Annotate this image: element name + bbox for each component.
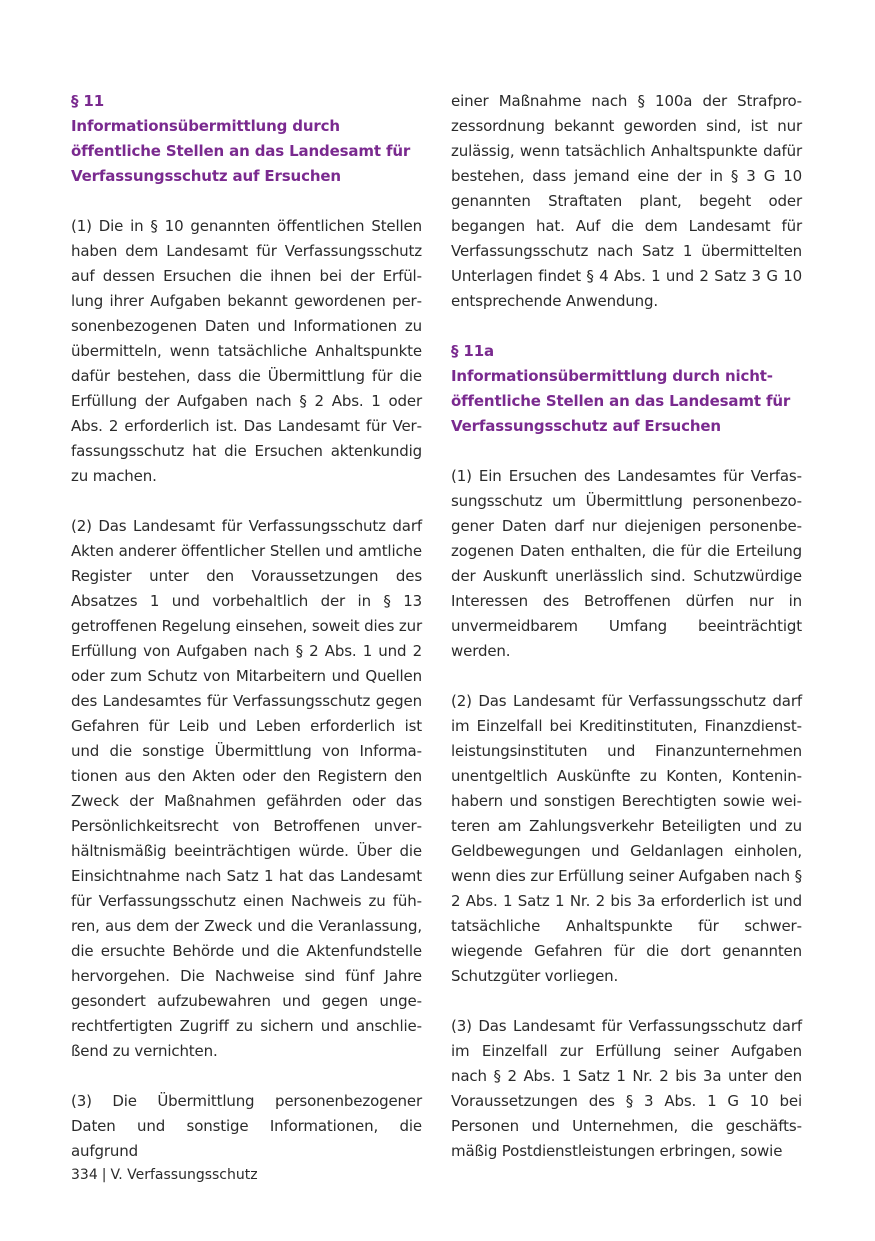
chapter-title: V. Verfassungsschutz: [110, 1167, 258, 1183]
section-11a-title-line-3: Verfassungsschutz auf Ersuchen: [451, 417, 721, 435]
right-column: [451, 89, 802, 1189]
section-11a-heading: [451, 339, 802, 439]
section-11a-paragraph-2: (2) Das Landesamt für Verfassungsschutz darf im Einzelfall bei Kreditinstituten, Finanzdienstleistungsinstituten und Finanzunternehmen unentgeltlich Auskünfte zu Konten, Konteninhabern und sonstigen Berechtigten sowie weiteren am Zahlungsverkehr Beteiligten und zu Geldbewegungen und Geldanlagen einholen, wenn dies zur Erfüllung seiner Aufgaben nach § 2 Abs. 1 Satz 1 Nr. 2 bis 3a erforderlich ist und tatsächliche Anhaltspunkte für schwerwiegende Gefahren für die dort genannten Schutzgüter vorliegen.: [451, 692, 802, 985]
section-11-paragraph-3: (3) Die Übermittlung personenbezogener Daten und sonstige Informationen, die aufgrund: [71, 1092, 422, 1160]
section-11-paragraph-2: (2) Das Landesamt für Verfassungsschutz darf Akten anderer öffentlicher Stellen und amtliche Register unter den Voraussetzungen des Absatzes 1 und vorbehaltlich der in § 13 getroffenen Regelung einsehen, soweit dies zur Erfüllung von Aufgaben nach § 2 Abs. 1 und 2 oder zum Schutz von Mitarbeitern und Quellen des Landesamtes für Verfassungsschutz gegen Gefahren für Leib und Leben erforderlich ist und die sonstige Übermittlung von Informationen aus den Akten oder den Registern den Zweck der Maßnahmen gefährden oder das Persönlichkeitsrecht von Betroffenen unverhältnismäßig beeinträchtigen würde. Über die Einsichtnahme nach Satz 1 hat das Landesamt für Verfassungsschutz einen Nachweis zu führen, aus dem der Zweck und die Veranlassung, die ersuchte Behörde und die Aktenfundstelle hervorgehen. Die Nachweise sind fünf Jahre gesondert aufzubewahren und gegen ungerechtfertigten Zugriff zu sichern und anschließend zu vernichten.: [71, 517, 422, 1060]
section-11a-title-line-1: Informationsübermittlung durch nicht-: [451, 367, 773, 385]
section-11-title-line-3: Verfassungsschutz auf Ersuchen: [71, 167, 341, 185]
section-11-title-line-1: Informationsübermittlung durch: [71, 117, 340, 135]
section-11-heading: [71, 89, 422, 189]
section-11-paragraph-1: (1) Die in § 10 genannten öffentlichen Stellen haben dem Landesamt für Verfassungsschutz auf dessen Ersuchen die ihnen bei der Erfüllung ihrer Aufgaben bekannt gewordenen personenbezogenen Daten und Informationen zu übermitteln, wenn tatsächliche Anhaltspunkte dafür bestehen, dass die Übermittlung für die Erfüllung der Aufgaben nach § 2 Abs. 1 oder Abs. 2 erforderlich ist. Das Landesamt für Verfassungsschutz hat die Ersuchen aktenkundig zu machen.: [71, 217, 422, 485]
left-column: [71, 89, 422, 1189]
section-11a-number: § 11a: [451, 342, 494, 360]
section-11a-paragraph-3: (3) Das Landesamt für Verfassungsschutz darf im Einzelfall zur Erfüllung seiner Aufgaben nach § 2 Abs. 1 Satz 1 Nr. 2 bis 3a unter den Voraussetzungen des § 3 Abs. 1 G 10 bei Personen und Unternehmen, die geschäftsmäßig Postdienstleistungen erbringen, sowie: [451, 1017, 802, 1160]
footer-separator: |: [101, 1167, 107, 1183]
section-11-title-line-2: öffentliche Stellen an das Landesamt für: [71, 142, 411, 160]
section-11-paragraph-3-continuation: einer Maßnahme nach § 100a der Strafprozessordnung bekannt geworden sind, ist nur zulässig, wenn tatsächlich Anhaltspunkte dafür bestehen, dass jemand eine der in § 3 G 10 genannten Straftaten plant, begeht oder begangen hat. Auf die dem Landesamt für Verfassungsschutz nach Satz 1 übermittelten Unterlagen findet § 4 Abs. 1 und 2 Satz 3 G 10 entsprechende Anwendung.: [451, 92, 802, 310]
section-11a-paragraph-1: (1) Ein Ersuchen des Landesamtes für Verfassungsschutz um Übermittlung personenbezogener Daten darf nur diejenigen personenbezogenen Daten enthalten, die für die Erteilung der Auskunft unerlässlich sind. Schutzwürdige Interessen des Betroffenen dürfen nur in unvermeidbarem Umfang beeinträchtigt werden.: [451, 467, 802, 660]
page-footer: [71, 1164, 258, 1186]
section-11a-title-line-2: öffentliche Stellen an das Landesamt für: [451, 392, 791, 410]
page-number: 334: [71, 1167, 98, 1183]
section-11-number: § 11: [71, 92, 104, 110]
